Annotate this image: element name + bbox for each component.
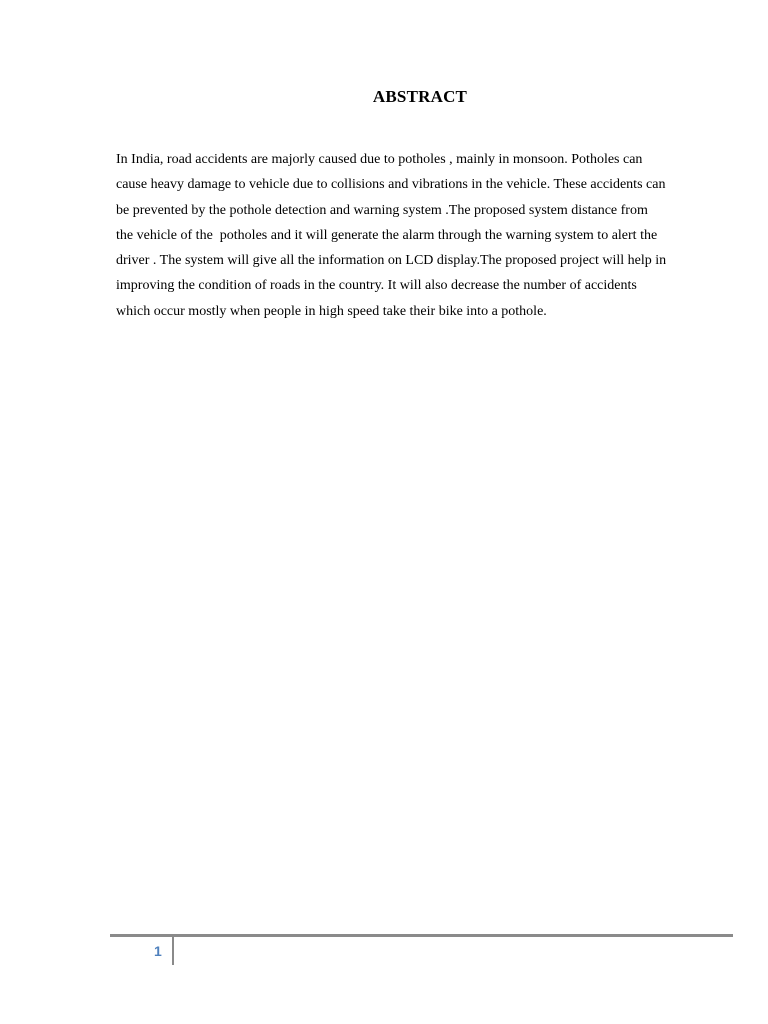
page-title: ABSTRACT bbox=[372, 87, 468, 106]
paragraph-line: be prevented by the pothole detection and warning system .The proposed system distance from bbox=[116, 202, 648, 218]
footer-vertical-divider bbox=[172, 936, 174, 965]
paragraph-line: In India, road accidents are majorly caused due to potholes , mainly in monsoon. Potholes can bbox=[116, 152, 643, 167]
paragraph-line: cause heavy damage to vehicle due to collisions and vibrations in the vehicle. These accidents can bbox=[116, 177, 666, 193]
page-number: 1 bbox=[154, 943, 162, 959]
abstract-paragraph bbox=[116, 147, 730, 324]
paragraph-line: which occur mostly when people in high speed take their bike into a pothole. bbox=[116, 303, 547, 319]
paragraph-line: improving the condition of roads in the country. It will also decrease the number of accidents bbox=[116, 278, 637, 294]
paragraph-line: the vehicle of the potholes and it will generate the alarm through the warning system to alert the bbox=[116, 227, 658, 243]
paragraph-line: driver . The system will give all the information on LCD display.The proposed project will help in bbox=[116, 253, 667, 269]
footer-divider bbox=[110, 934, 733, 937]
